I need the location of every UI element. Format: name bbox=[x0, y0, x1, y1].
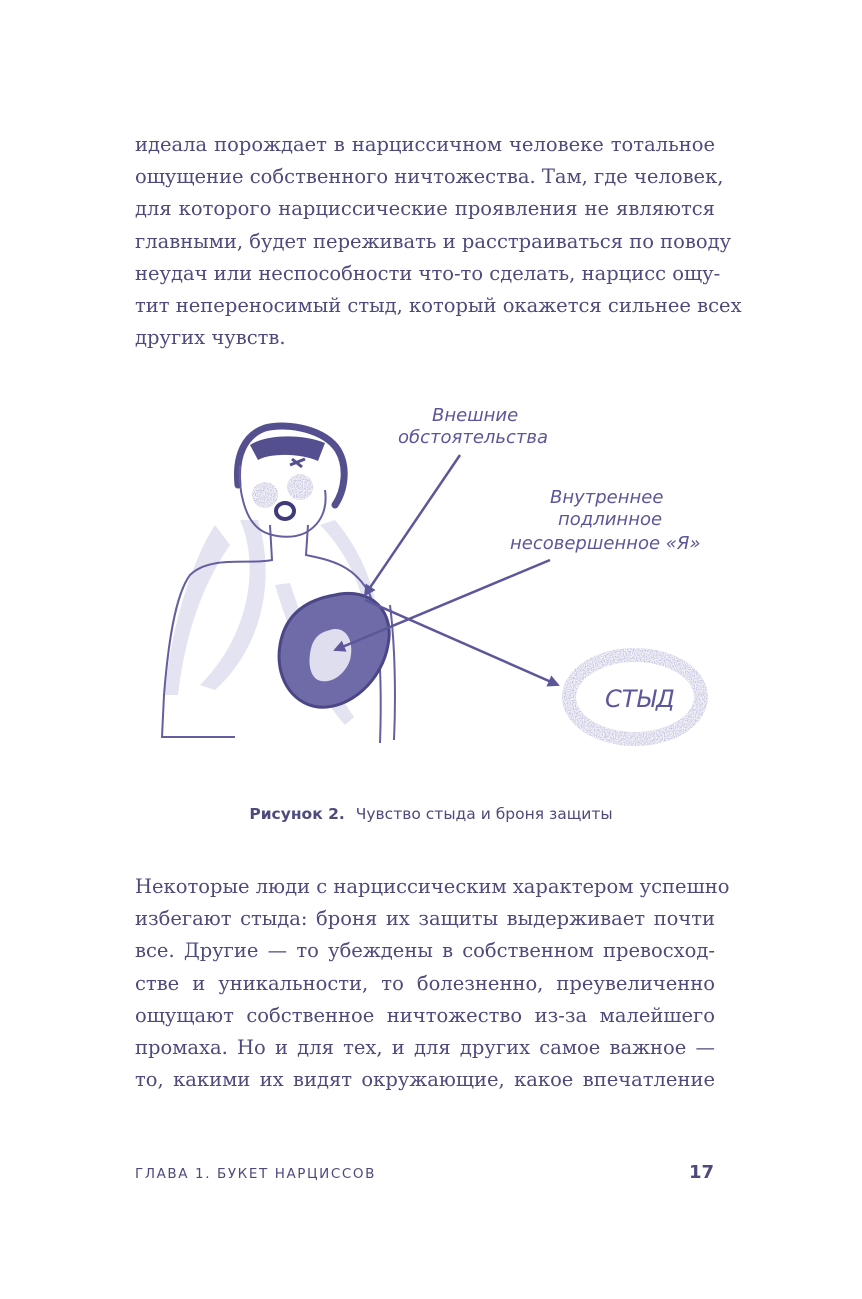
shame-ring bbox=[569, 655, 701, 739]
text-line: стве и уникальности, то болезненно, преувеличенно bbox=[135, 971, 715, 995]
text-line: идеала порождает в нарциссичном человеке тотальное bbox=[135, 133, 715, 156]
shame-armor-drawing bbox=[140, 395, 730, 770]
label-inner-1: Внутреннее bbox=[550, 487, 664, 508]
text-line: главными, будет переживать и расстраиваться по поводу bbox=[135, 229, 732, 253]
arrow-external bbox=[365, 455, 460, 595]
running-footer-chapter: ГЛАВА 1. БУКЕТ НАРЦИССОВ bbox=[135, 1166, 376, 1182]
figure-illustration bbox=[140, 395, 730, 770]
text-line: то, какими их видят окружающие, какое впечатление bbox=[135, 1068, 715, 1092]
body-paragraph bbox=[135, 871, 730, 1096]
figure-caption bbox=[0, 805, 862, 823]
label-external-2: обстоятельства bbox=[398, 427, 549, 448]
label-inner-3: несовершенное «Я» bbox=[510, 533, 701, 554]
text-line: ощущение собственного ничтожества. Там, где человек, bbox=[135, 165, 724, 189]
caption-label: Рисунок 2. bbox=[249, 805, 345, 823]
text-line: других чувств. bbox=[135, 326, 286, 350]
text-line: для которого нарциссические проявления не являются bbox=[135, 197, 715, 221]
shame-label: СТЫД bbox=[605, 685, 675, 713]
text-line: избегают стыда: броня их защиты выдерживает почти bbox=[135, 907, 715, 931]
text-line: Некоторые люди с нарциссическим характером успешно bbox=[135, 875, 730, 898]
text-line: тит непереносимый стыд, который окажется сильнее всех bbox=[135, 294, 742, 318]
text-line: промаха. Но и для тех, и для других самое важное — bbox=[135, 1036, 715, 1060]
body-paragraph bbox=[135, 129, 742, 354]
text-line: ощущают собственное ничтожество из-за малейшего bbox=[135, 1003, 715, 1027]
page-number: 17 bbox=[688, 1162, 714, 1183]
text-line: все. Другие — то убеждены в собственном превосход- bbox=[135, 939, 715, 963]
text-line: неудач или неспособности что-то сделать, нарцисс ощу- bbox=[135, 261, 721, 285]
label-inner-2: подлинное bbox=[558, 509, 663, 530]
caption-text: Чувство стыда и броня защиты bbox=[355, 805, 613, 823]
label-external-1: Внешние bbox=[432, 405, 519, 426]
